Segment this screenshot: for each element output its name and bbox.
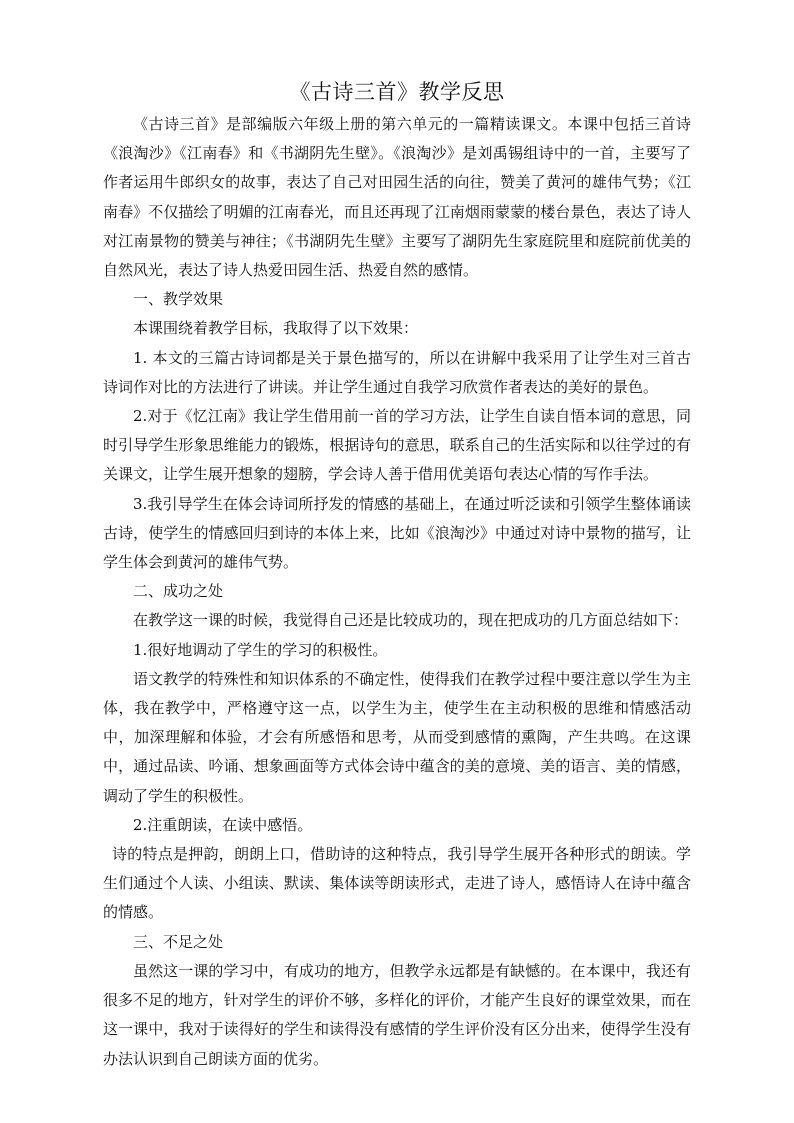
section-heading-success: 二、成功之处 bbox=[133, 582, 224, 601]
paragraph-effect-2: 2.对于《忆江南》我让学生借用前一首的学习方法，让学生自读自悟本词的意思，同时引导学生形象思维能力的锻炼，根据诗句的意思，联系自己的生活实际和以往学过的有关课文，让学生展开想象的翅膀，学会诗人善于借用优美语句表达心情的写作手法。 bbox=[103, 407, 691, 484]
paragraph-success-2-heading: 2.注重朗读，在读中感悟。 bbox=[133, 815, 313, 834]
paragraph-success-2-body: 诗的特点是押韵，朗朗上口，借助诗的这种特点，我引导学生展开各种形式的朗读。学生们通过个人读、小组读、默读、集体读等朗读形式，走进了诗人，感悟诗人在诗中蕴含的情感。 bbox=[103, 845, 691, 922]
document-title: 《古诗三首》教学反思 bbox=[289, 80, 505, 104]
section-heading-shortcomings: 三、不足之处 bbox=[133, 932, 224, 951]
paragraph-effect-intro: 本课围绕着教学目标，我取得了以下效果： bbox=[133, 319, 419, 338]
paragraph-effect-3: 3.我引导学生在体会诗词所抒发的情感的基础上，在通过听泛读和引领学生整体诵读古诗，使学生的情感回归到诗的本体上来，比如《浪淘沙》中通过对诗中景物的描写，让学生体会到黄河的雄伟气势。 bbox=[103, 494, 691, 572]
paragraph-effect-1: 1. 本文的三篇古诗词都是关于景色描写的，所以在讲解中我采用了让学生对三首古诗词作对比的方法进行了讲读。并让学生通过自我学习欣赏作者表达的美好的景色。 bbox=[103, 348, 691, 396]
paragraph-success-1-heading: 1.很好地调动了学生的学习的积极性。 bbox=[133, 640, 388, 659]
document-page bbox=[103, 78, 691, 1074]
paragraph-shortcomings-body: 虽然这一课的学习中，有成功的地方，但教学永远都是有缺憾的。在本课中，我还有很多不足的地方，针对学生的评价不够，多样化的评价，才能产生良好的课堂效果，而在这一课中，我对于读得好的学生和读得没有感情的学生评价没有区分出来，使得学生没有办法认识到自己朗读方面的优劣。 bbox=[103, 961, 691, 1068]
paragraph-success-intro: 在教学这一课的时候，我觉得自己还是比较成功的，现在把成功的几方面总结如下： bbox=[133, 611, 689, 630]
intro-paragraph: 《古诗三首》是部编版六年级上册的第六单元的一篇精读课文。本课中包括三首诗《浪淘沙》《江南春》和《书湖阴先生壁》。《浪淘沙》是刘禹锡组诗中的一首，主要写了作者运用牛郎织女的故事，表达了自己对田园生活的向往，赞美了黄河的雄伟气势；《江南春》不仅描绘了明媚的江南春光，而且还再现了江南烟雨蒙蒙的楼台景色，表达了诗人对江南景物的赞美与神往；《书湖阴先生壁》主要写了湖阴先生家庭院里和庭院前优美的自然风光，表达了诗人热爱田园生活、热爱自然的感情。 bbox=[103, 115, 691, 280]
section-heading-teaching-effect: 一、教学效果 bbox=[133, 290, 224, 309]
paragraph-success-1-body: 语文教学的特殊性和知识体系的不确定性，使得我们在教学过程中要注意以学生为主体，我在教学中，严格遵守这一点，以学生为主，使学生在主动积极的思维和情感活动中，加深理解和体验，才会有所感悟和思考，从而受到感情的熏陶，产生共鸣。在这课中，通过品读、吟诵、想象画面等方式体会诗中蕴含的美的意境、美的语言、美的情感，调动了学生的积极性。 bbox=[103, 669, 691, 805]
